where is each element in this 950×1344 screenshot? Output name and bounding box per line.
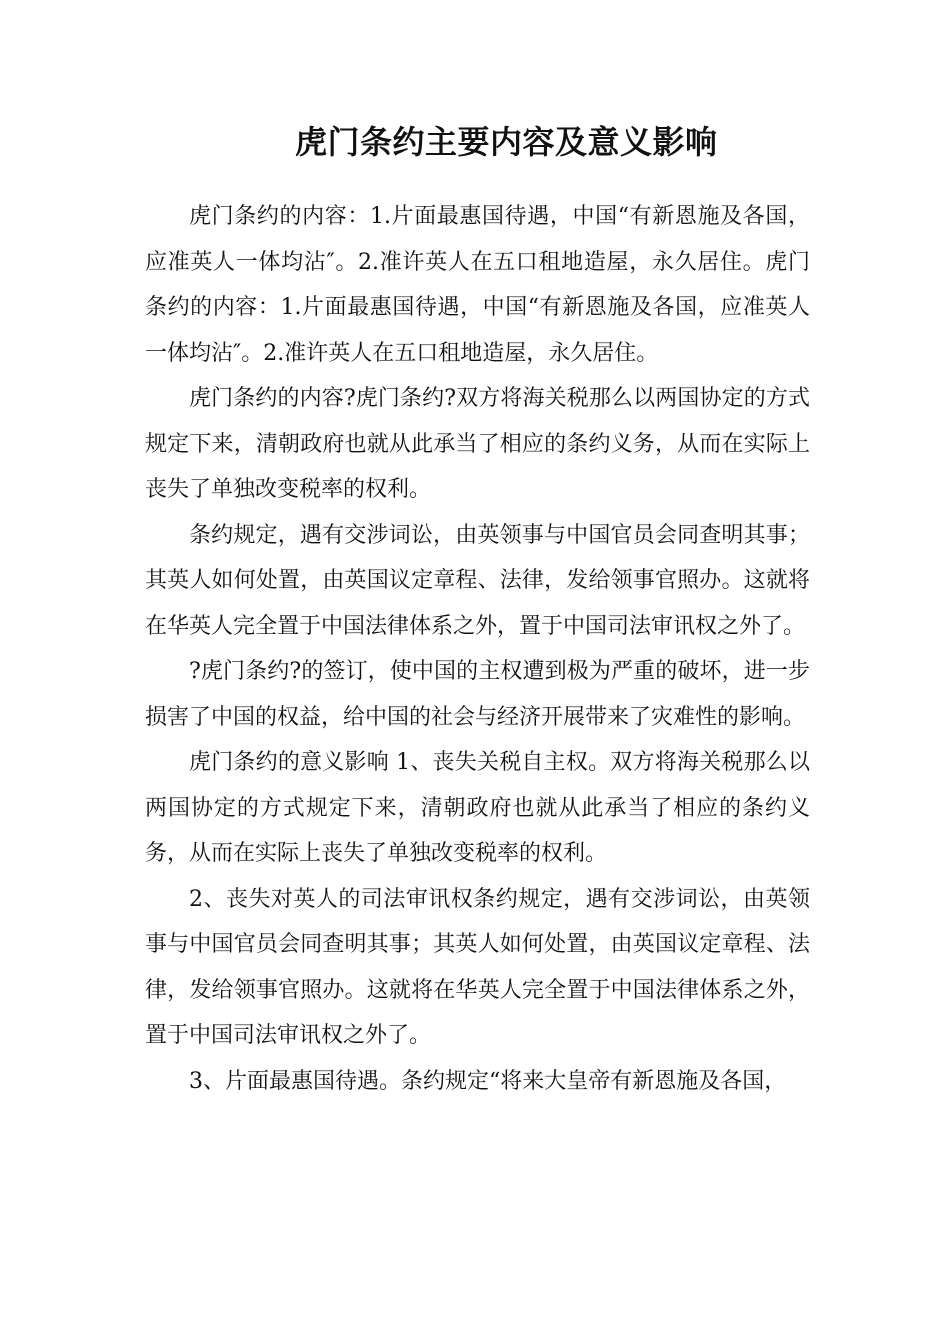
paragraph-3: 条约规定，遇有交涉词讼，由英领事与中国官员会同查明其事；其英人如何处置，由英国议定章程、法律，发给领事官照办。这就将在华英人完全置于中国法律体系之外，置于中国司法审讯权之外了。: [145, 522, 810, 639]
paragraph-6: 2、丧失对英人的司法审讯权条约规定，遇有交涉词讼，由英领事与中国官员会同查明其事；其英人如何处置，由英国议定章程、法律，发给领事官照办。这就将在华英人完全置于中国法律体系之外，置于中国司法审讯权之外了。: [145, 886, 810, 1048]
paragraph-2: 虎门条约的内容?虎门条约?双方将海关税那么以两国协定的方式规定下来，清朝政府也就从此承当了相应的条约义务，从而在实际上丧失了单独改变税率的权利。: [145, 386, 810, 502]
paragraph-1: 虎门条约的内容：1.片面最惠国待遇，中国“有新恩施及各国，应准英人一体均沾″。2.准许英人在五口租地造屋，永久居住。虎门条约的内容：1.片面最惠国待遇，中国“有新恩施及各国，应准英人一体均沾″。2.准许英人在五口租地造屋，永久居住。: [145, 204, 810, 366]
paragraph-4: ?虎门条约?的签订，使中国的主权遭到极为严重的破坏，进一步损害了中国的权益，给中国的社会与经济开展带来了灾难性的影响。: [145, 659, 810, 730]
paragraph-7: 3、片面最惠国待遇。条约规定“将来大皇帝有新恩施及各国，: [189, 1068, 787, 1094]
document-title: 虎门条约主要内容及意义影响: [295, 123, 718, 161]
document-body: [145, 118, 810, 1104]
paragraph-5: 虎门条约的意义影响 1、丧失关税自主权。双方将海关税那么以两国协定的方式规定下来，清朝政府也就从此承当了相应的条约义务，从而在实际上丧失了单独改变税率的权利。: [145, 750, 810, 866]
